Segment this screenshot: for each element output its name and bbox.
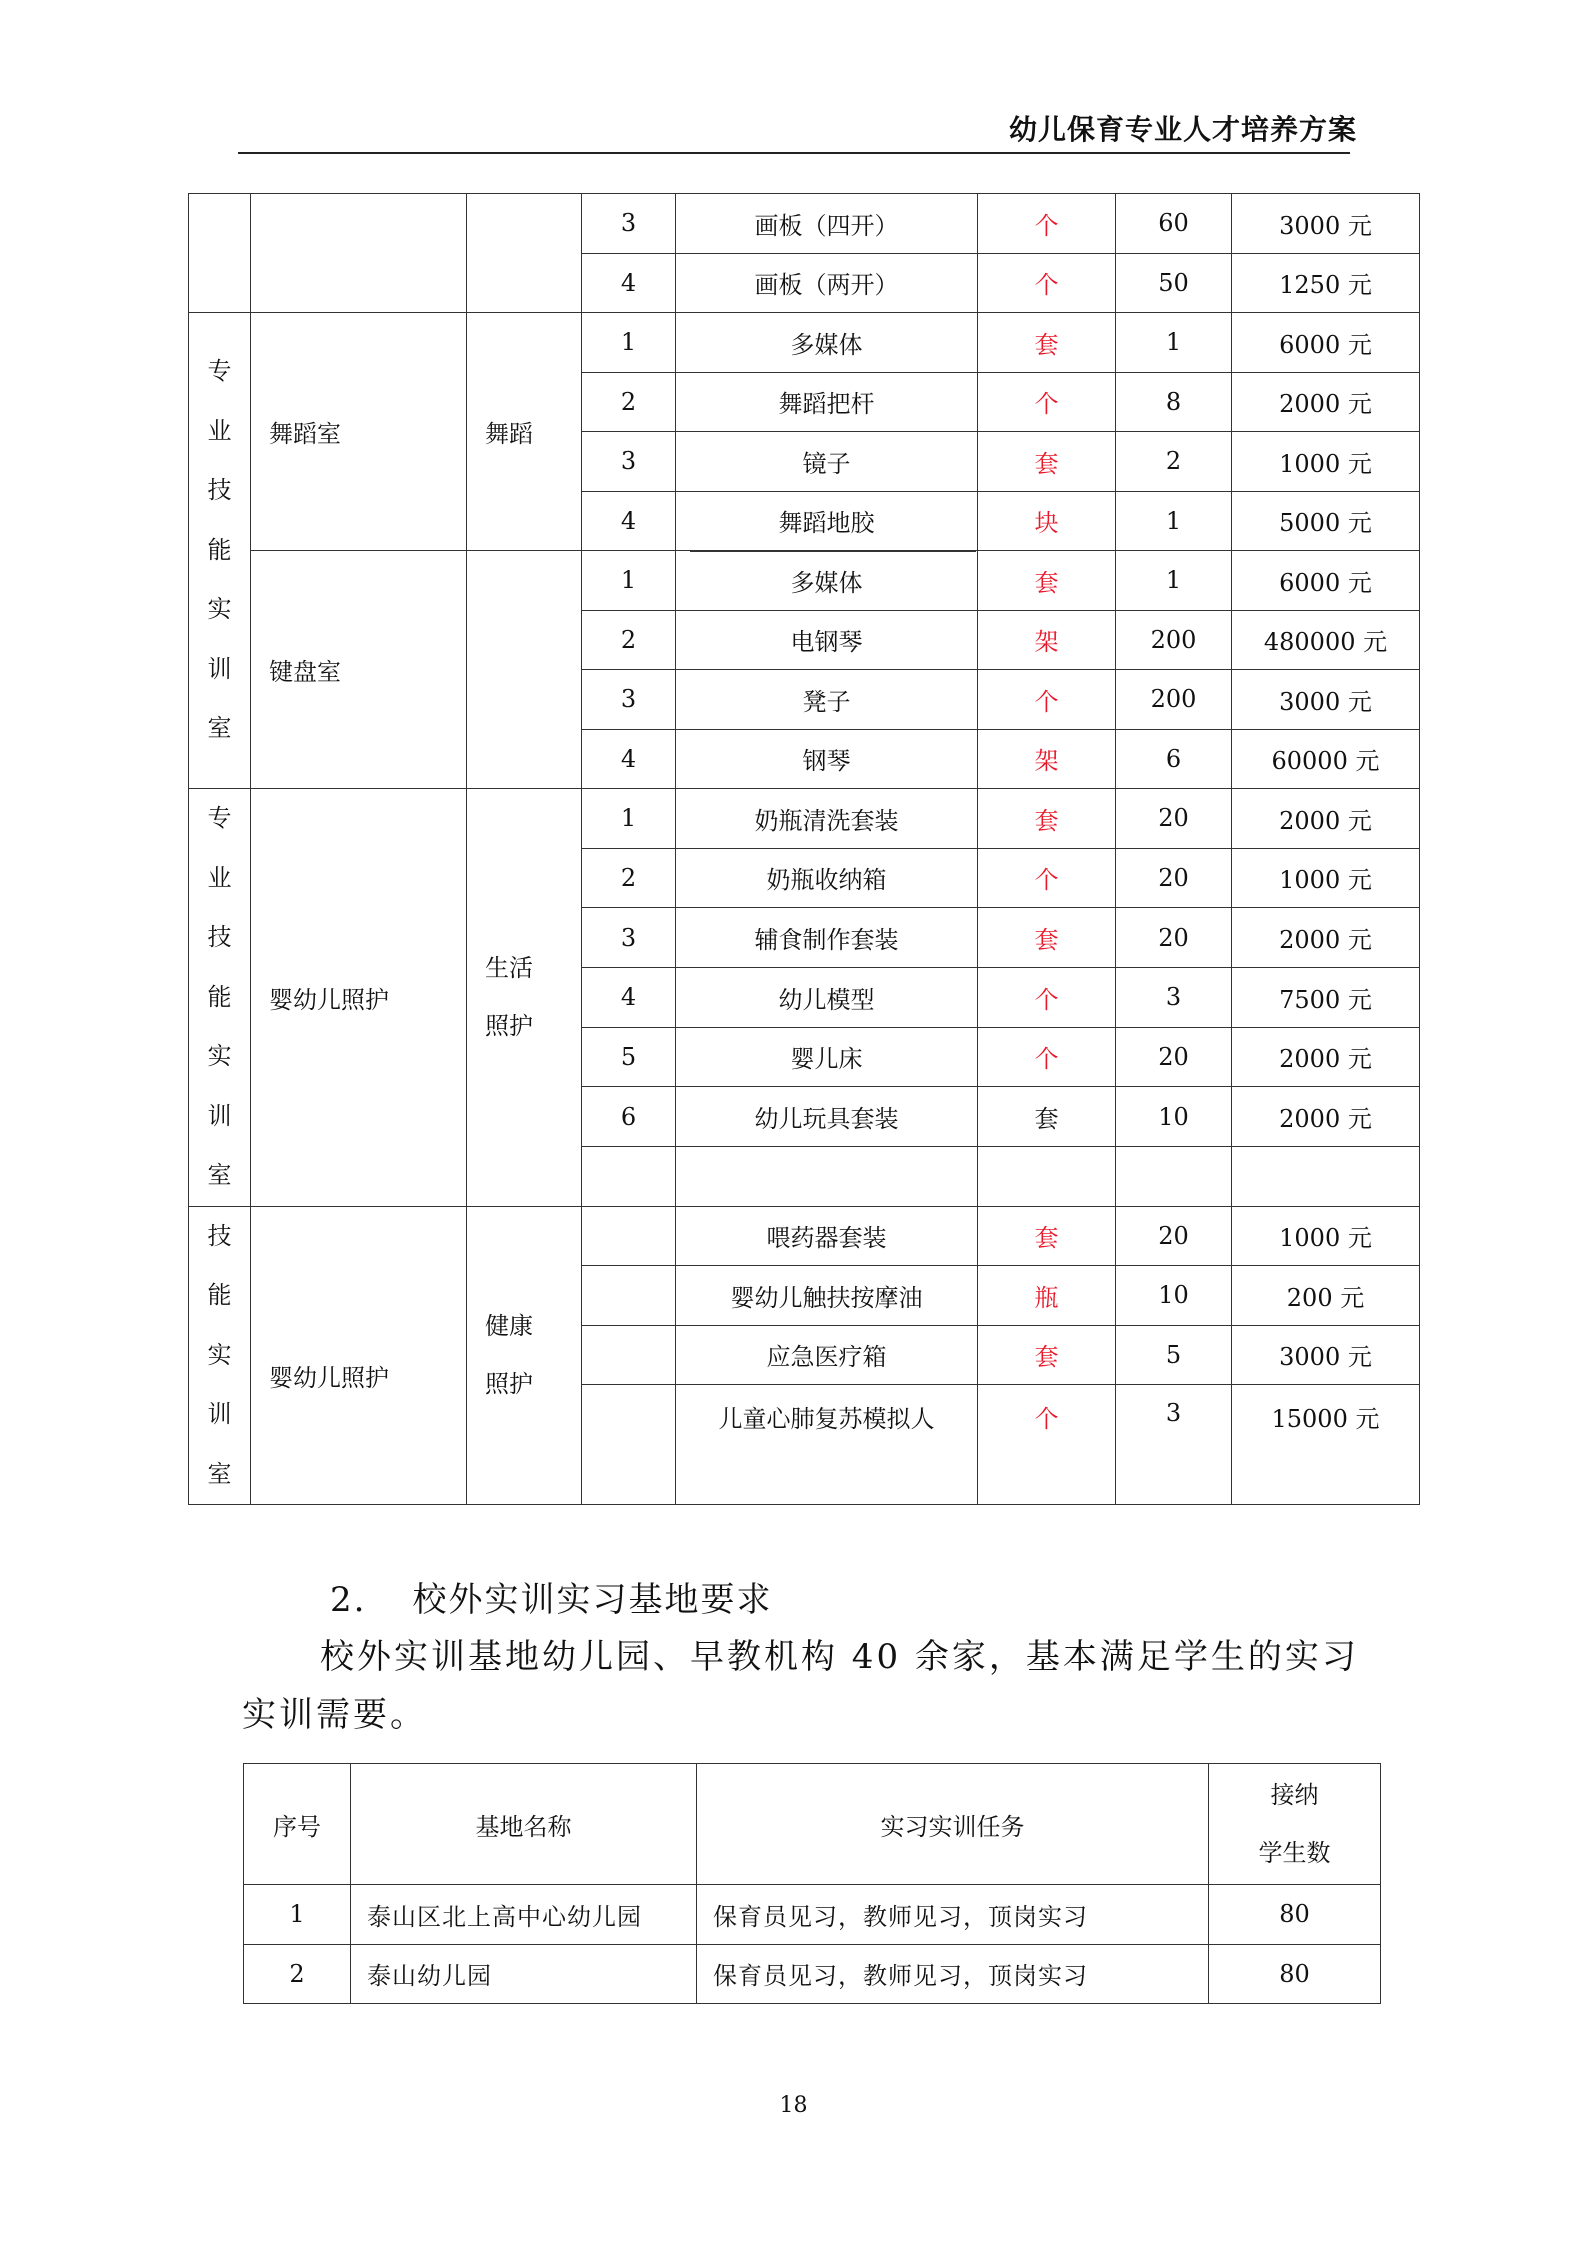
item-qty: 50: [1116, 253, 1232, 313]
item-unit: 套: [978, 1087, 1116, 1147]
item-name: 电钢琴: [676, 610, 978, 670]
item-unit: 套: [978, 432, 1116, 492]
table-row: [189, 313, 1420, 373]
item-name: 多媒体: [676, 313, 978, 373]
item-price: 7500 元: [1232, 967, 1420, 1027]
category-char: 业: [207, 863, 232, 892]
category-char: 实: [207, 1340, 232, 1369]
category-char: 训: [207, 1101, 232, 1130]
item-name: 多媒体: [676, 551, 978, 611]
header-count-line: 学生数: [1258, 1839, 1331, 1867]
item-unit: 套: [978, 1325, 1116, 1385]
section-heading: [330, 1572, 772, 1621]
item-name: 婴儿床: [676, 1027, 978, 1087]
item-no: 3: [582, 670, 676, 730]
item-qty: 1: [1116, 313, 1232, 373]
item-name: 辅食制作套装: [676, 908, 978, 968]
item-qty: 20: [1116, 908, 1232, 968]
item-qty: 2: [1116, 432, 1232, 492]
section-title: 校外实训实习基地要求: [412, 1580, 773, 1620]
item-unit: 架: [978, 729, 1116, 789]
item-unit: 套: [978, 789, 1116, 849]
category-char: 能: [207, 982, 232, 1011]
category-char: 训: [207, 1400, 232, 1428]
item-qty: 10: [1116, 1266, 1232, 1326]
item-qty: 200: [1116, 610, 1232, 670]
category-char: 实: [207, 1042, 232, 1070]
row-name: 泰山区北上高中心幼儿园: [351, 1885, 697, 1945]
item-unit: 个: [978, 1385, 1116, 1505]
item-name: 画板（两开）: [676, 253, 978, 313]
item-qty: 20: [1116, 848, 1232, 908]
item-name: 喂药器套装: [676, 1206, 978, 1266]
row-task: 保育员见习，教师见习，顶岗实习: [697, 1944, 1209, 2004]
item-price: 3000 元: [1232, 1325, 1420, 1385]
item-name: 儿童心肺复苏模拟人: [676, 1385, 978, 1505]
category-char: 能: [207, 535, 232, 564]
item-name: 幼儿玩具套装: [676, 1087, 978, 1147]
category-char: 业: [207, 416, 232, 445]
category-char: 能: [207, 1281, 232, 1309]
item-no: 6: [582, 1087, 676, 1147]
category-char: 室: [207, 714, 232, 743]
table-row: [189, 194, 1420, 254]
item-name: 奶瓶清洗套装: [676, 789, 978, 849]
row-count: 80: [1209, 1944, 1381, 2004]
header-name: 基地名称: [351, 1764, 697, 1885]
category-char: 技: [207, 476, 232, 505]
item-name: 凳子: [676, 670, 978, 730]
item-no: 3: [582, 908, 676, 968]
item-price: 1000 元: [1232, 848, 1420, 908]
item-name: 应急医疗箱: [676, 1325, 978, 1385]
item-name: 钢琴: [676, 729, 978, 789]
item-qty: 20: [1116, 1206, 1232, 1266]
item-no: 1: [582, 789, 676, 849]
table-row: [189, 789, 1420, 849]
item-price: 2000 元: [1232, 908, 1420, 968]
row-task: 保育员见习，教师见习，顶岗实习: [697, 1885, 1209, 1945]
row-no: 1: [244, 1885, 351, 1945]
subject-cell: [467, 194, 582, 313]
item-qty: 3: [1116, 1385, 1232, 1505]
item-price: 1000 元: [1232, 432, 1420, 492]
section-paragraph: 校外实训基地幼儿园、早教机构 40 余家，基本满足学生的实习实训需要。: [242, 1637, 1359, 1735]
item-no: 2: [582, 848, 676, 908]
item-price: 200 元: [1232, 1266, 1420, 1326]
subject-cell: [467, 789, 582, 1207]
item-unit: 个: [978, 194, 1116, 254]
item-qty: 3: [1116, 967, 1232, 1027]
item-unit: 个: [978, 967, 1116, 1027]
table-row: [244, 1885, 1381, 1945]
item-unit: 个: [978, 372, 1116, 432]
item-price: 15000 元: [1232, 1385, 1420, 1505]
item-price: 60000 元: [1232, 729, 1420, 789]
item-no: 4: [582, 253, 676, 313]
item-unit: 套: [978, 908, 1116, 968]
item-qty: 20: [1116, 1027, 1232, 1087]
subject-cell: [467, 551, 582, 789]
header-no: 序号: [244, 1764, 351, 1885]
item-price: 5000 元: [1232, 491, 1420, 551]
category-char: 专: [207, 804, 232, 832]
category-cell: [189, 1206, 251, 1505]
item-no: 3: [582, 194, 676, 254]
item-qty: 60: [1116, 194, 1232, 254]
item-name: 奶瓶收纳箱: [676, 848, 978, 908]
item-price: 6000 元: [1232, 313, 1420, 373]
page-header-title: 幼儿保育专业人才培养方案: [1008, 113, 1357, 146]
item-price: 480000 元: [1232, 610, 1420, 670]
item-price: 3000 元: [1232, 670, 1420, 730]
section-number: 2.: [330, 1580, 367, 1620]
item-no: 2: [582, 610, 676, 670]
item-no: [582, 1325, 676, 1385]
category-cell: [189, 789, 251, 1207]
item-no: 2: [582, 372, 676, 432]
category-char: 室: [207, 1161, 232, 1189]
header-count: [1209, 1764, 1381, 1885]
category-cell: [189, 313, 251, 789]
item-price: 2000 元: [1232, 372, 1420, 432]
subject-cell: [467, 1206, 582, 1505]
subject-line: 生活: [485, 954, 533, 983]
item-name: 舞蹈地胶: [676, 491, 978, 551]
room-cell: [251, 194, 467, 313]
header-rule: [238, 152, 1350, 154]
cell-underline: [690, 551, 976, 552]
item-no: 4: [582, 491, 676, 551]
item-price: 2000 元: [1232, 1087, 1420, 1147]
item-unit: 套: [978, 313, 1116, 373]
category-char: 技: [207, 1221, 232, 1250]
subject-line: 照护: [485, 1370, 533, 1399]
item-name: [676, 1146, 978, 1206]
item-qty: 8: [1116, 372, 1232, 432]
item-no: [582, 1385, 676, 1505]
table-row: [189, 1206, 1420, 1266]
room-cell: 键盘室: [251, 551, 467, 789]
category-char: 训: [207, 654, 232, 683]
room-cell: 舞蹈室: [251, 313, 467, 551]
item-qty: 5: [1116, 1325, 1232, 1385]
item-qty: 10: [1116, 1087, 1232, 1147]
item-qty: 1: [1116, 491, 1232, 551]
row-name: 泰山幼儿园: [351, 1944, 697, 2004]
item-no: [582, 1266, 676, 1326]
subject-line: 照护: [485, 1012, 533, 1041]
category-char: 技: [207, 923, 232, 951]
item-unit: 个: [978, 848, 1116, 908]
page-number: 18: [779, 2093, 808, 2118]
item-no: 4: [582, 967, 676, 1027]
item-unit: 瓶: [978, 1266, 1116, 1326]
item-unit: 架: [978, 610, 1116, 670]
item-price: 3000 元: [1232, 194, 1420, 254]
item-price: 6000 元: [1232, 551, 1420, 611]
category-char: 室: [207, 1459, 232, 1488]
item-no: 4: [582, 729, 676, 789]
item-no: [582, 1146, 676, 1206]
header-task: 实习实训任务: [697, 1764, 1209, 1885]
item-unit: 套: [978, 1206, 1116, 1266]
item-name: 婴幼儿触扶按摩油: [676, 1266, 978, 1326]
item-price: 1000 元: [1232, 1206, 1420, 1266]
item-unit: 个: [978, 253, 1116, 313]
item-qty: 20: [1116, 789, 1232, 849]
header-count-line: 接纳: [1270, 1781, 1319, 1809]
category-cell: [189, 194, 251, 313]
subject-cell: 舞蹈: [467, 313, 582, 551]
item-qty: 200: [1116, 670, 1232, 730]
item-price: 1250 元: [1232, 253, 1420, 313]
table-row: [189, 551, 1420, 611]
item-no: 1: [582, 313, 676, 373]
item-unit: 块: [978, 491, 1116, 551]
item-qty: 6: [1116, 729, 1232, 789]
item-name: 镜子: [676, 432, 978, 492]
item-unit: 个: [978, 1027, 1116, 1087]
row-count: 80: [1209, 1885, 1381, 1945]
item-qty: [1116, 1146, 1232, 1206]
item-name: 幼儿模型: [676, 967, 978, 1027]
item-name: 画板（四开）: [676, 194, 978, 254]
table-header-row: [244, 1764, 1381, 1885]
row-no: 2: [244, 1944, 351, 2004]
item-name: 舞蹈把杆: [676, 372, 978, 432]
item-price: 2000 元: [1232, 1027, 1420, 1087]
base-table: [243, 1763, 1381, 2004]
item-no: [582, 1206, 676, 1266]
table-row: [244, 1944, 1381, 2004]
room-cell: 婴幼儿照护: [251, 789, 467, 1207]
item-no: 1: [582, 551, 676, 611]
item-no: 3: [582, 432, 676, 492]
item-no: 5: [582, 1027, 676, 1087]
room-cell: 婴幼儿照护: [251, 1206, 467, 1505]
category-char: 专: [207, 357, 232, 386]
item-qty: 1: [1116, 551, 1232, 611]
item-price: [1232, 1146, 1420, 1206]
item-unit: 套: [978, 551, 1116, 611]
item-unit: 个: [978, 670, 1116, 730]
category-char: 实: [207, 595, 232, 624]
item-price: 2000 元: [1232, 789, 1420, 849]
item-unit: [978, 1146, 1116, 1206]
subject-line: 健康: [485, 1312, 533, 1341]
equipment-table: [188, 193, 1420, 1505]
